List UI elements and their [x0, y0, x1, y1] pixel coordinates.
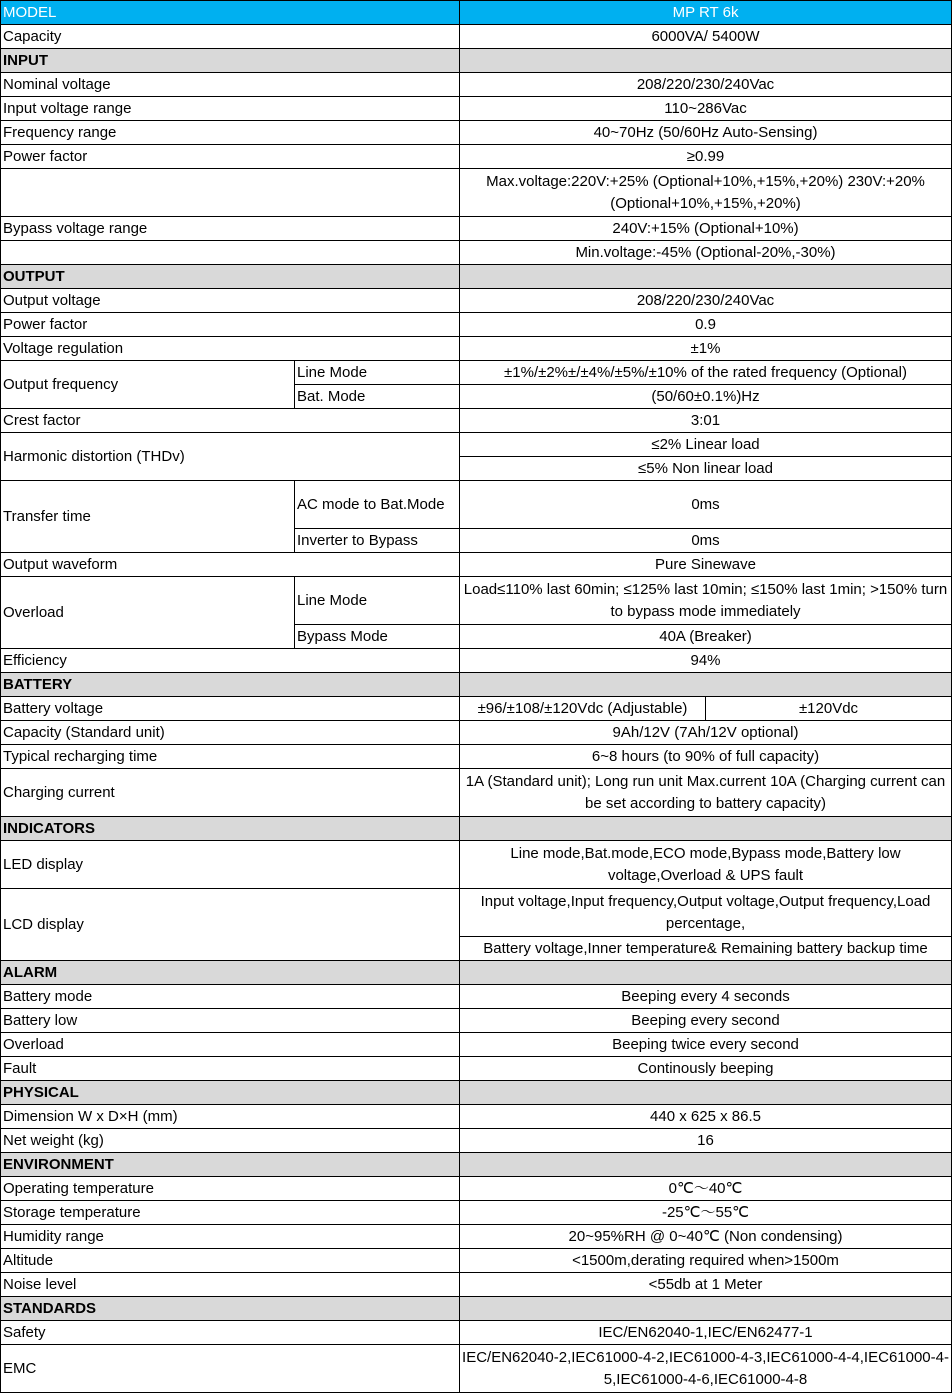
transfer-ac-bat-row — [1, 481, 952, 529]
capacity-label: Capacity — [1, 25, 460, 49]
crest-factor-row — [1, 409, 952, 433]
row-value: 0ms — [460, 481, 952, 529]
net-weight-row — [1, 1129, 952, 1153]
battery-voltage-row — [1, 697, 952, 721]
model-label: MODEL — [1, 1, 460, 25]
row-value: Load≤110% last 60min; ≤125% last 10min; ≤150% last 1min; >150% turn to bypass mode immediately — [460, 577, 952, 625]
sub-label: AC mode to Bat.Mode — [295, 481, 460, 529]
row-value: ±1% — [460, 337, 952, 361]
section-input — [1, 49, 952, 73]
charging-current-row — [1, 769, 952, 817]
section-title: PHYSICAL — [1, 1081, 460, 1105]
row-value: 3:01 — [460, 409, 952, 433]
row-label: Fault — [1, 1057, 460, 1081]
battery-capacity-row — [1, 721, 952, 745]
row-value: ≤2% Linear load — [460, 433, 952, 457]
capacity-value: 6000VA/ 5400W — [460, 25, 952, 49]
row-label: Output frequency — [1, 361, 295, 409]
row-label: LED display — [1, 841, 460, 889]
safety-row — [1, 1321, 952, 1345]
row-value: IEC/EN62040-1,IEC/EN62477-1 — [460, 1321, 952, 1345]
alarm-fault-row — [1, 1057, 952, 1081]
row-label: Capacity (Standard unit) — [1, 721, 460, 745]
section-title: INDICATORS — [1, 817, 460, 841]
dimension-row — [1, 1105, 952, 1129]
bypass-min-value: Min.voltage:-45% (Optional-20%,-30%) — [460, 241, 952, 265]
sub-label: Bypass Mode — [295, 625, 460, 649]
row-label: Power factor — [1, 313, 460, 337]
row-label: Output waveform — [1, 553, 460, 577]
row-label: Frequency range — [1, 121, 460, 145]
row-value: Pure Sinewave — [460, 553, 952, 577]
humidity-row — [1, 1225, 952, 1249]
row-label: EMC — [1, 1345, 460, 1393]
input-power-factor-row — [1, 145, 952, 169]
row-label: Storage temperature — [1, 1201, 460, 1225]
alarm-battery-mode-row — [1, 985, 952, 1009]
row-label: Output voltage — [1, 289, 460, 313]
lcd-display-row — [1, 889, 952, 937]
row-label: Battery mode — [1, 985, 460, 1009]
row-label: Charging current — [1, 769, 460, 817]
row-value: 9Ah/12V (7Ah/12V optional) — [460, 721, 952, 745]
frequency-range-row — [1, 121, 952, 145]
sub-label: Bat. Mode — [295, 385, 460, 409]
row-value: 0℃～40℃ — [460, 1177, 952, 1201]
section-standards — [1, 1297, 952, 1321]
row-label: Efficiency — [1, 649, 460, 673]
row-value: Beeping every second — [460, 1009, 952, 1033]
row-label: Battery low — [1, 1009, 460, 1033]
row-value: 40~70Hz (50/60Hz Auto-Sensing) — [460, 121, 952, 145]
row-value: Input voltage,Input frequency,Output voltage,Output frequency,Load percentage, — [460, 889, 952, 937]
row-label: Power factor — [1, 145, 460, 169]
row-value: IEC/EN62040-2,IEC61000-4-2,IEC61000-4-3,IEC61000-4-4,IEC61000-4-5,IEC61000-4-6,IEC61000-4-8 — [460, 1345, 952, 1393]
row-value: 0ms — [460, 529, 952, 553]
section-title: ENVIRONMENT — [1, 1153, 460, 1177]
row-label: Input voltage range — [1, 97, 460, 121]
row-value: Line mode,Bat.mode,ECO mode,Bypass mode,Battery low voltage,Overload & UPS fault — [460, 841, 952, 889]
row-value: Beeping every 4 seconds — [460, 985, 952, 1009]
section-output — [1, 265, 952, 289]
row-value: 94% — [460, 649, 952, 673]
bypass-max-row — [1, 169, 952, 217]
alarm-battery-low-row — [1, 1009, 952, 1033]
row-value: <55db at 1 Meter — [460, 1273, 952, 1297]
row-label: Transfer time — [1, 481, 295, 553]
bypass-max-value: Max.voltage:220V:+25% (Optional+10%,+15%,+20%) 230V:+20% (Optional+10%,+15%,+20%) — [460, 169, 952, 217]
row-value: 440 x 625 x 86.5 — [460, 1105, 952, 1129]
row-label: Dimension W x D×H (mm) — [1, 1105, 460, 1129]
row-label: Net weight (kg) — [1, 1129, 460, 1153]
altitude-row — [1, 1249, 952, 1273]
row-value: ≤5% Non linear load — [460, 457, 952, 481]
section-title: STANDARDS — [1, 1297, 460, 1321]
capacity-row — [1, 25, 952, 49]
sub-label: Inverter to Bypass — [295, 529, 460, 553]
input-voltage-range-row — [1, 97, 952, 121]
row-label: Crest factor — [1, 409, 460, 433]
section-title: INPUT — [1, 49, 460, 73]
noise-row — [1, 1273, 952, 1297]
row-value: 16 — [460, 1129, 952, 1153]
bypass-240-value: 240V:+15% (Optional+10%) — [460, 217, 952, 241]
sub-label: Line Mode — [295, 361, 460, 385]
row-value: Beeping twice every second — [460, 1033, 952, 1057]
row-value: Continously beeping — [460, 1057, 952, 1081]
row-value: <1500m,derating required when>1500m — [460, 1249, 952, 1273]
row-label: Overload — [1, 577, 295, 649]
output-power-factor-row — [1, 313, 952, 337]
overload-line-row — [1, 577, 952, 625]
row-value-long: ±120Vdc — [706, 697, 952, 721]
row-label: Typical recharging time — [1, 745, 460, 769]
row-label: Bypass voltage range — [1, 217, 460, 241]
model-row — [1, 1, 952, 25]
row-value: Battery voltage,Inner temperature& Remaining battery backup time — [460, 937, 952, 961]
section-title: ALARM — [1, 961, 460, 985]
row-label: Operating temperature — [1, 1177, 460, 1201]
row-label: Overload — [1, 1033, 460, 1057]
row-value: (50/60±0.1%)Hz — [460, 385, 952, 409]
row-label: Humidity range — [1, 1225, 460, 1249]
row-value: ≥0.99 — [460, 145, 952, 169]
row-value: 6~8 hours (to 90% of full capacity) — [460, 745, 952, 769]
row-value: 40A (Breaker) — [460, 625, 952, 649]
row-value: 208/220/230/240Vac — [460, 289, 952, 313]
harmonic-linear-row — [1, 433, 952, 457]
section-battery — [1, 673, 952, 697]
voltage-regulation-row — [1, 337, 952, 361]
section-alarm — [1, 961, 952, 985]
row-label: Safety — [1, 1321, 460, 1345]
bypass-voltage-range-row — [1, 217, 952, 241]
section-environment — [1, 1153, 952, 1177]
row-value-std: ±96/±108/±120Vdc (Adjustable) — [460, 697, 706, 721]
nominal-voltage-row — [1, 73, 952, 97]
section-indicators — [1, 817, 952, 841]
section-title: BATTERY — [1, 673, 460, 697]
row-value: ±1%/±2%±/±4%/±5%/±10% of the rated frequency (Optional) — [460, 361, 952, 385]
row-label: Nominal voltage — [1, 73, 460, 97]
sub-label: Line Mode — [295, 577, 460, 625]
output-frequency-line-row — [1, 361, 952, 385]
row-label: Battery voltage — [1, 697, 460, 721]
operating-temp-row — [1, 1177, 952, 1201]
recharge-time-row — [1, 745, 952, 769]
row-value: 208/220/230/240Vac — [460, 73, 952, 97]
led-display-row — [1, 841, 952, 889]
row-label: Voltage regulation — [1, 337, 460, 361]
row-value: 1A (Standard unit); Long run unit Max.current 10A (Charging current can be set according to battery capacity) — [460, 769, 952, 817]
row-label: Altitude — [1, 1249, 460, 1273]
emc-row — [1, 1345, 952, 1393]
row-label: Noise level — [1, 1273, 460, 1297]
row-label: Harmonic distortion (THDv) — [1, 433, 460, 481]
efficiency-row — [1, 649, 952, 673]
section-physical — [1, 1081, 952, 1105]
model-value: MP RT 6k — [460, 1, 952, 25]
row-label: LCD display — [1, 889, 460, 961]
alarm-overload-row — [1, 1033, 952, 1057]
output-voltage-row — [1, 289, 952, 313]
row-value: 110~286Vac — [460, 97, 952, 121]
storage-temp-row — [1, 1201, 952, 1225]
row-value: 20~95%RH @ 0~40℃ (Non condensing) — [460, 1225, 952, 1249]
row-value: 0.9 — [460, 313, 952, 337]
output-waveform-row — [1, 553, 952, 577]
row-value: -25℃～55℃ — [460, 1201, 952, 1225]
section-title: OUTPUT — [1, 265, 460, 289]
bypass-min-row — [1, 241, 952, 265]
